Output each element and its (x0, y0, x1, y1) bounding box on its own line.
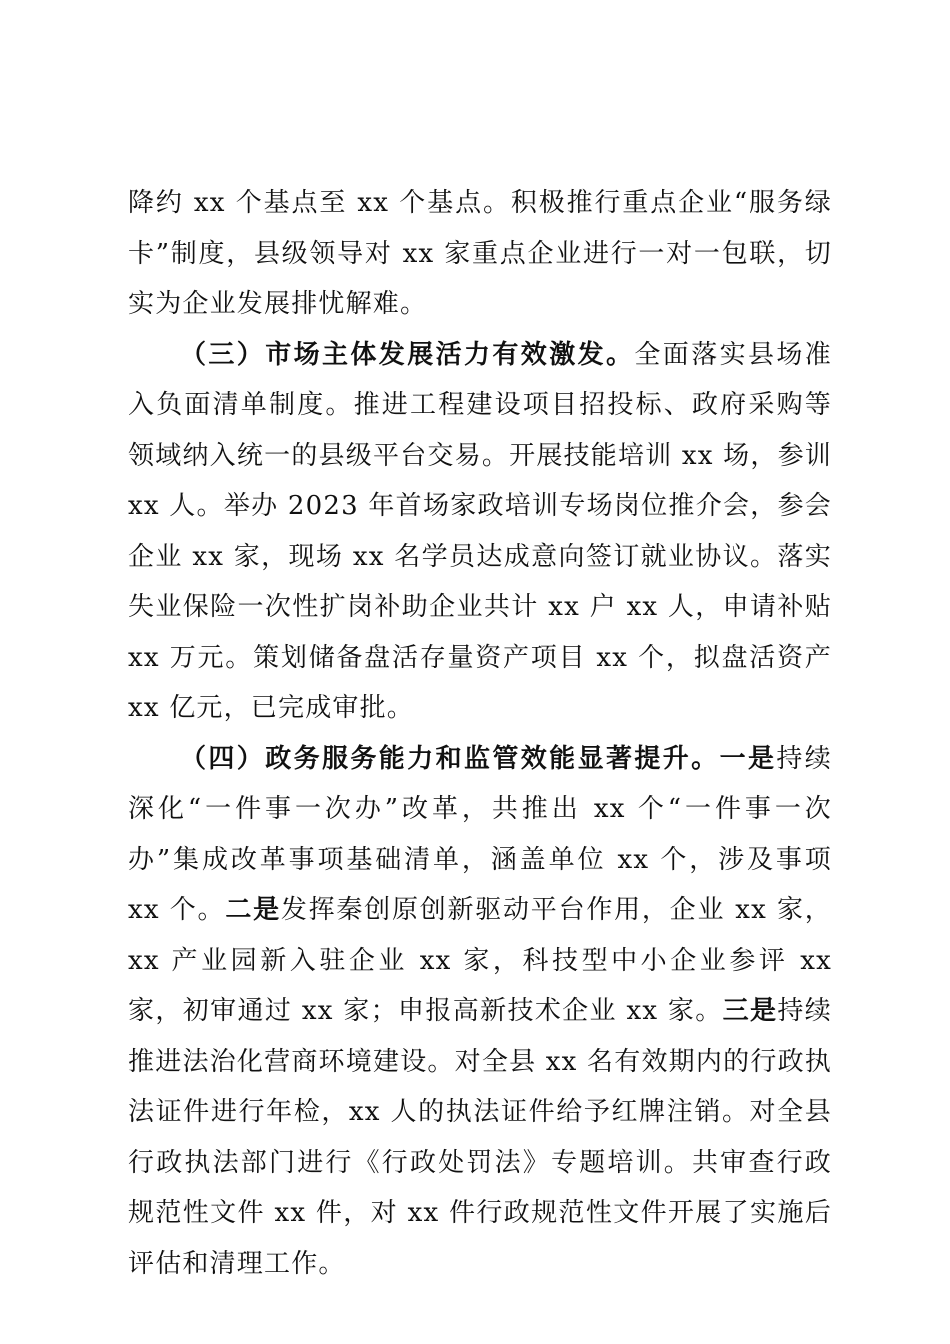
paragraph-continuation (128, 178, 832, 330)
paragraph-text: 全面落实县场准入负面清单制度。推进工程建设项目招投标、政府采购等领域纳入统一的县级平台交易。开展技能培训 xx 场，参训 xx 人。举办 2023 年首场家政培训专场岗位推介会，参会企业 xx 家，现场 xx 名学员达成意向签订就业协议。落实失业保险一次性扩岗补助企业共计 xx 户 xx 人，申请补贴 xx 万元。策划储备盘活存量资产项目 xx 个，拟盘活资产 xx 亿元，已完成审批。 (128, 339, 833, 723)
section-heading-3: （三）市场主体发展活力有效激发。 (180, 339, 635, 370)
paragraph-market-vitality (128, 330, 832, 734)
point-marker-1: 一是 (719, 743, 777, 774)
paragraph-government-services (128, 734, 832, 1290)
section-heading-4: （四）政务服务能力和监管效能显著提升。 (180, 743, 720, 774)
point-marker-2: 二是 (225, 895, 281, 925)
paragraph-text: 持续深化“一件事一次办”改革，共推出 xx 个“一件事一次办”集成改革事项基础清单，涵盖单位 xx 个，涉及事项 xx 个。 (128, 743, 833, 925)
paragraph-text: 持续推进法治化营商环境建设。对全县 xx 名有效期内的行政执法证件进行年检，xx 人的执法证件给予红牌注销。对全县行政执法部门进行《行政处罚法》专题培训。共审查行政规范性文件 xx 件，对 xx 件行政规范性文件开展了实施后评估和清理工作。 (128, 996, 832, 1279)
paragraph-text: 发挥秦创原创新驱动平台作用，企业 xx 家，xx 产业园新入驻企业 xx 家，科技型中小企业参评 xx 家，初审通过 xx 家；申报高新技术企业 xx 家。 (128, 895, 832, 1026)
paragraph-text: 降约 xx 个基点至 xx 个基点。积极推行重点企业“服务绿卡”制度，县级领导对 xx 家重点企业进行一对一包联，切实为企业发展排忧解难。 (128, 188, 832, 319)
point-marker-3: 三是 (722, 996, 778, 1026)
document-body (128, 178, 832, 1289)
